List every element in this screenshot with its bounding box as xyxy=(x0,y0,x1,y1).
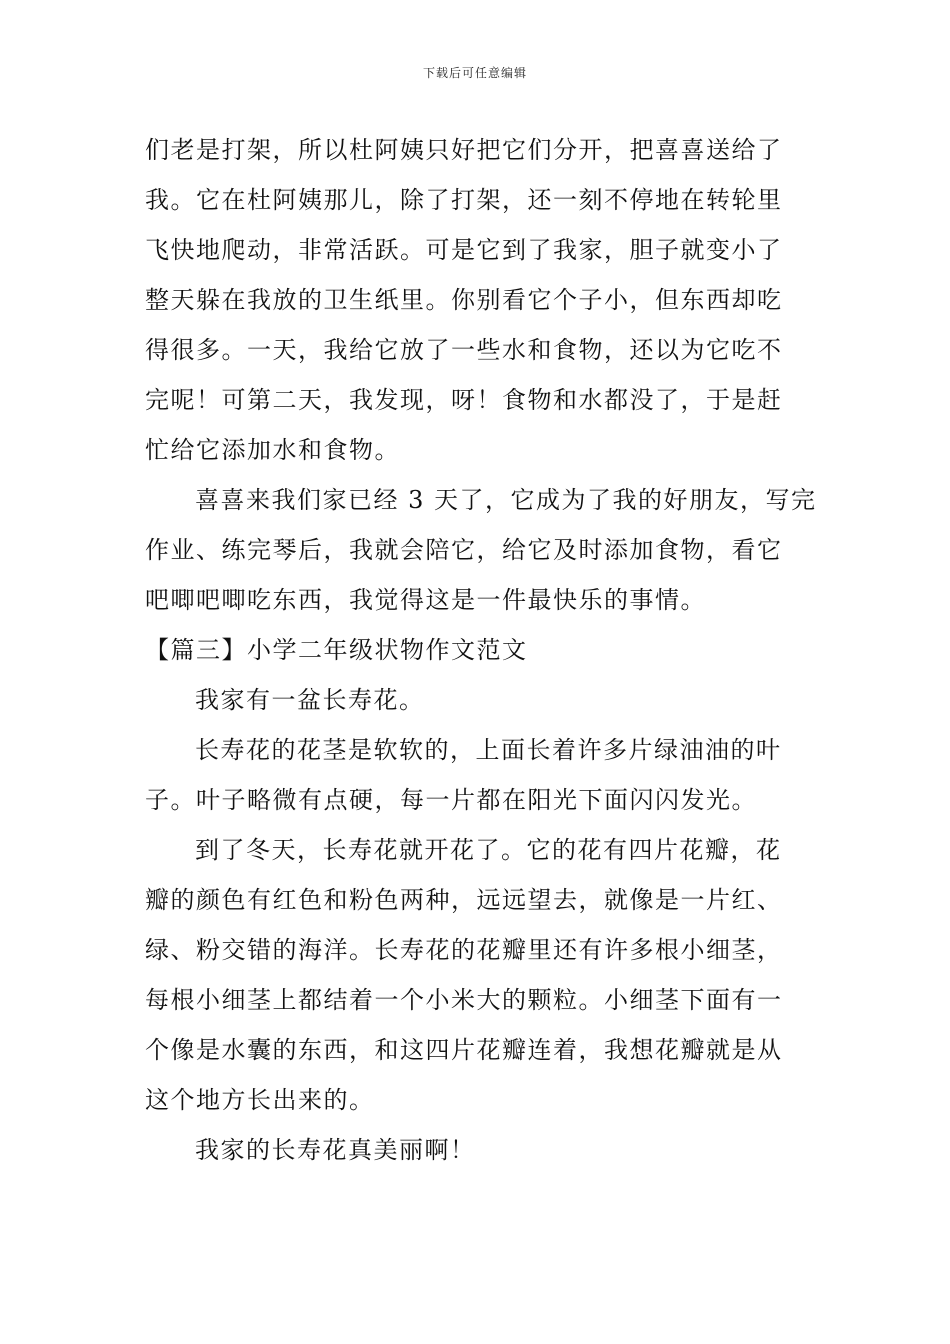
text-line: 飞快地爬动，非常活跃。可是它到了我家，胆子就变小了 xyxy=(145,236,783,264)
page-header-note: 下载后可任意编辑 xyxy=(422,66,527,80)
section-heading: 【篇三】小学二年级状物作文范文 xyxy=(145,636,528,664)
paragraph-start-line: 我家有一盆长寿花。 xyxy=(195,686,425,714)
text-line: 瓣的颜色有红色和粉色两种，远远望去，就像是一片红、 xyxy=(145,886,783,914)
paragraph-start-line: 我家的长寿花真美丽啊！ xyxy=(195,1136,476,1164)
paragraph-start-line: 喜喜来我们家已经 3 天了，它成为了我的好朋友，写完 xyxy=(195,486,817,514)
text-line: 得很多。一天，我给它放了一些水和食物，还以为它吃不 xyxy=(145,336,783,364)
text-line: 作业、练完琴后，我就会陪它，给它及时添加食物，看它 xyxy=(145,536,783,564)
text-line: 整天躲在我放的卫生纸里。你别看它个子小，但东西却吃 xyxy=(145,286,783,314)
text-line: 子。叶子略微有点硬，每一片都在阳光下面闪闪发光。 xyxy=(145,786,757,814)
text-line: 吧唧吧唧吃东西，我觉得这是一件最快乐的事情。 xyxy=(145,586,706,614)
text-line: 们老是打架，所以杜阿姨只好把它们分开，把喜喜送给了 xyxy=(145,136,783,164)
document-body xyxy=(145,125,817,1175)
text-line: 绿、粉交错的海洋。长寿花的花瓣里还有许多根小细茎， xyxy=(145,936,783,964)
paragraph-start-line: 到了冬天，长寿花就开花了。它的花有四片花瓣，花 xyxy=(195,836,782,864)
paragraph-start-line: 长寿花的花茎是软软的，上面长着许多片绿油油的叶 xyxy=(195,736,782,764)
text-line: 我。它在杜阿姨那儿，除了打架，还一刻不停地在转轮里 xyxy=(145,186,783,214)
text-line: 每根小细茎上都结着一个小米大的颗粒。小细茎下面有一 xyxy=(145,986,783,1014)
text-line: 完呢！可第二天，我发现，呀！食物和水都没了，于是赶 xyxy=(145,386,783,414)
text-line: 这个地方长出来的。 xyxy=(145,1086,375,1114)
text-line: 个像是水囊的东西，和这四片花瓣连着，我想花瓣就是从 xyxy=(145,1036,783,1064)
text-line: 忙给它添加水和食物。 xyxy=(145,436,400,464)
